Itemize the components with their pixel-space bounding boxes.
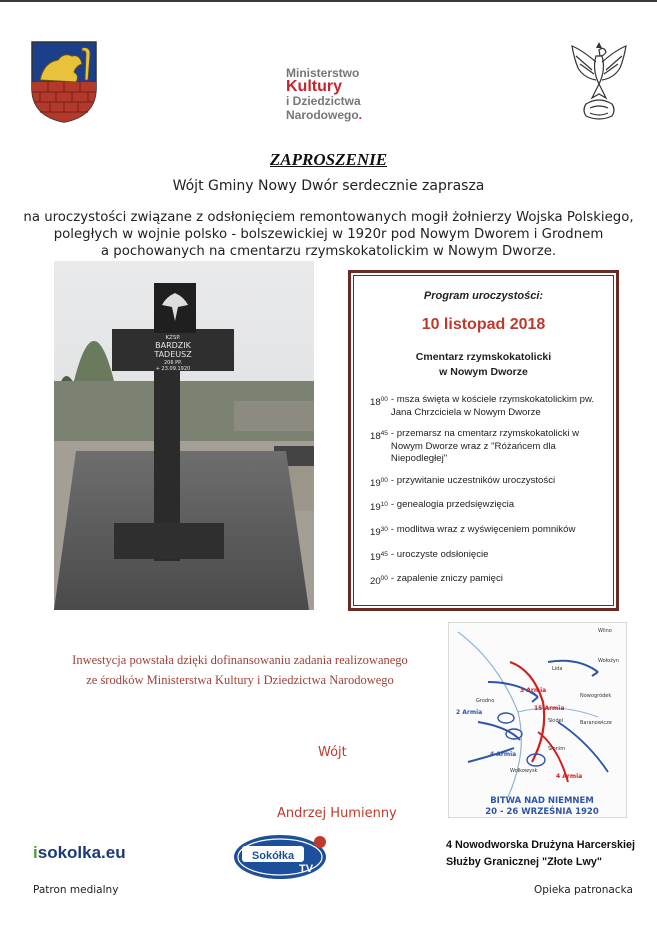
program-item-text: - zapalenie zniczy pamięci xyxy=(390,573,503,585)
isokolka-logo-i: i xyxy=(33,843,38,862)
map-label-nowogrodek: Nowogródek xyxy=(580,693,612,699)
program-inner-frame xyxy=(353,275,614,606)
occasion-line: poległych w wojnie polsko - bolszewickiej w 1920r pod Nowym Dworem i Grodnem xyxy=(53,227,604,242)
program-time: $19^{45}$ xyxy=(370,550,388,563)
map-label-grodno: Grodno xyxy=(476,698,495,704)
program-place xyxy=(354,350,613,380)
invitation-title: ZAPROSZENIE xyxy=(269,150,388,169)
battle-map xyxy=(448,622,627,818)
ministry-logo xyxy=(286,66,362,122)
program-item xyxy=(370,573,607,589)
program-item-text: - przemarsz na cmentarz rzymskokatolicki w Nowym Dworze wraz z "Różańcem dla Niepodległej" xyxy=(390,428,580,464)
plate-line3: TADEUSZ xyxy=(154,350,192,359)
grave-photo xyxy=(54,261,314,610)
isokolka-logo xyxy=(33,843,126,863)
ministry-line1: Ministerstwo xyxy=(286,66,360,80)
patron-label: Patron medialny xyxy=(33,884,119,896)
program-time: $18^{45}$ xyxy=(370,430,388,443)
program-item-text: - msza święta w kościele rzymskokatolickim pw. Jana Chrzciciela w Nowym Dworze xyxy=(390,394,595,418)
map-label-army15: 15 Armia xyxy=(534,705,565,712)
map-label-skidel: Skidel xyxy=(548,718,564,724)
program-item-text: - przywitanie uczestników uroczystości xyxy=(390,474,556,486)
funding-line: Inwestycja powstała dzięki dofinansowaniu zadania realizowanego xyxy=(72,653,408,667)
eagle-emblem-icon xyxy=(566,40,632,124)
occasion-text xyxy=(20,209,637,260)
plate-line2: BARDZIK xyxy=(155,341,191,350)
coat-of-arms-icon xyxy=(30,40,98,124)
signature-name: Andrzej Humienny xyxy=(277,806,397,821)
isokolka-logo-text: sokolka.eu xyxy=(37,843,126,862)
map-label-army4-red: 4 Armia xyxy=(556,773,583,780)
plate-line5: + 23.09.1920 xyxy=(155,366,191,372)
intro-line: Wójt Gminy Nowy Dwór serdecznie zaprasza xyxy=(172,178,485,194)
program-time: $20^{00}$ xyxy=(370,575,388,588)
occasion-line: na uroczystości związane z odsłonięciem remontowanych mogił żołnierzy Wojska Polskiego, xyxy=(23,210,634,225)
druzyna-line: Służby Granicznej "Złote Lwy" xyxy=(446,856,603,868)
signature-role: Wójt xyxy=(318,745,347,760)
program-time: $18^{00}$ xyxy=(370,396,388,409)
ministry-line4: Narodowego xyxy=(286,108,359,122)
map-label-army4-blue: 4 Armia xyxy=(490,751,517,758)
map-label-army3: 3 Armia xyxy=(520,687,547,694)
map-label-wilno: Wilno xyxy=(598,628,612,634)
sokolka-tv-text-1: Sokółka xyxy=(251,850,295,862)
program-item xyxy=(370,549,607,565)
map-label-army2: 2 Armia xyxy=(456,709,483,716)
program-list xyxy=(370,394,607,598)
program-item-text: - modlitwa wraz z wyświęceniem pomników xyxy=(390,523,576,535)
program-time: $19^{10}$ xyxy=(370,501,388,514)
map-label-wolkowysk: Wołkowysk xyxy=(510,768,538,774)
funding-note xyxy=(62,650,418,690)
program-time: $19^{00}$ xyxy=(370,476,388,489)
occasion-line: a pochowanych na cmentarzu rzymskokatolickim w Nowym Dworze. xyxy=(100,244,557,259)
ministry-line3: i Dziedzictwa xyxy=(286,94,361,108)
program-item xyxy=(370,475,607,491)
sokolka-tv-logo xyxy=(232,832,332,882)
ministry-dot: . xyxy=(358,108,363,122)
map-label-wolozyn: Wołożyn xyxy=(598,658,619,664)
program-item xyxy=(370,524,607,540)
map-title-line1: BITWA NAD NIEMNEM xyxy=(490,796,594,806)
map-label-baranowicze: Baranowicze xyxy=(580,720,612,726)
program-place-line: w Nowym Dworze xyxy=(439,366,528,378)
program-item xyxy=(370,499,607,515)
program-box xyxy=(348,270,619,611)
program-item xyxy=(370,428,607,466)
druzyna-line: 4 Nowodworska Drużyna Harcerskiej xyxy=(446,839,636,851)
program-heading: Program uroczystości: xyxy=(423,290,544,302)
program-item-text: - genealogia przedsięwzięcia xyxy=(390,499,515,511)
sokolka-tv-text-2: TV xyxy=(298,863,314,875)
map-title-line2: 20 - 26 WRZEŚNIA 1920 xyxy=(485,807,599,817)
program-item xyxy=(370,394,607,419)
program-date: 10 listopad 2018 xyxy=(421,316,546,333)
top-border-line xyxy=(0,0,657,2)
opieka-label: Opieka patronacka xyxy=(534,884,633,896)
map-label-slonim: Słonim xyxy=(548,746,566,752)
funding-line: ze środków Ministerstwa Kultury i Dziedzictwa Narodowego xyxy=(86,673,394,687)
program-place-line: Cmentarz rzymskokatolicki xyxy=(415,351,552,363)
druzyna-name xyxy=(446,837,635,871)
plate-line1: KZSP. xyxy=(165,335,181,341)
program-item-text: - uroczyste odsłonięcie xyxy=(390,548,489,560)
ministry-line2: Kultury xyxy=(286,78,342,95)
map-label-lida: Lida xyxy=(552,666,563,672)
program-time: $19^{30}$ xyxy=(370,525,388,539)
plate-line4: 206 PP. xyxy=(164,360,182,366)
